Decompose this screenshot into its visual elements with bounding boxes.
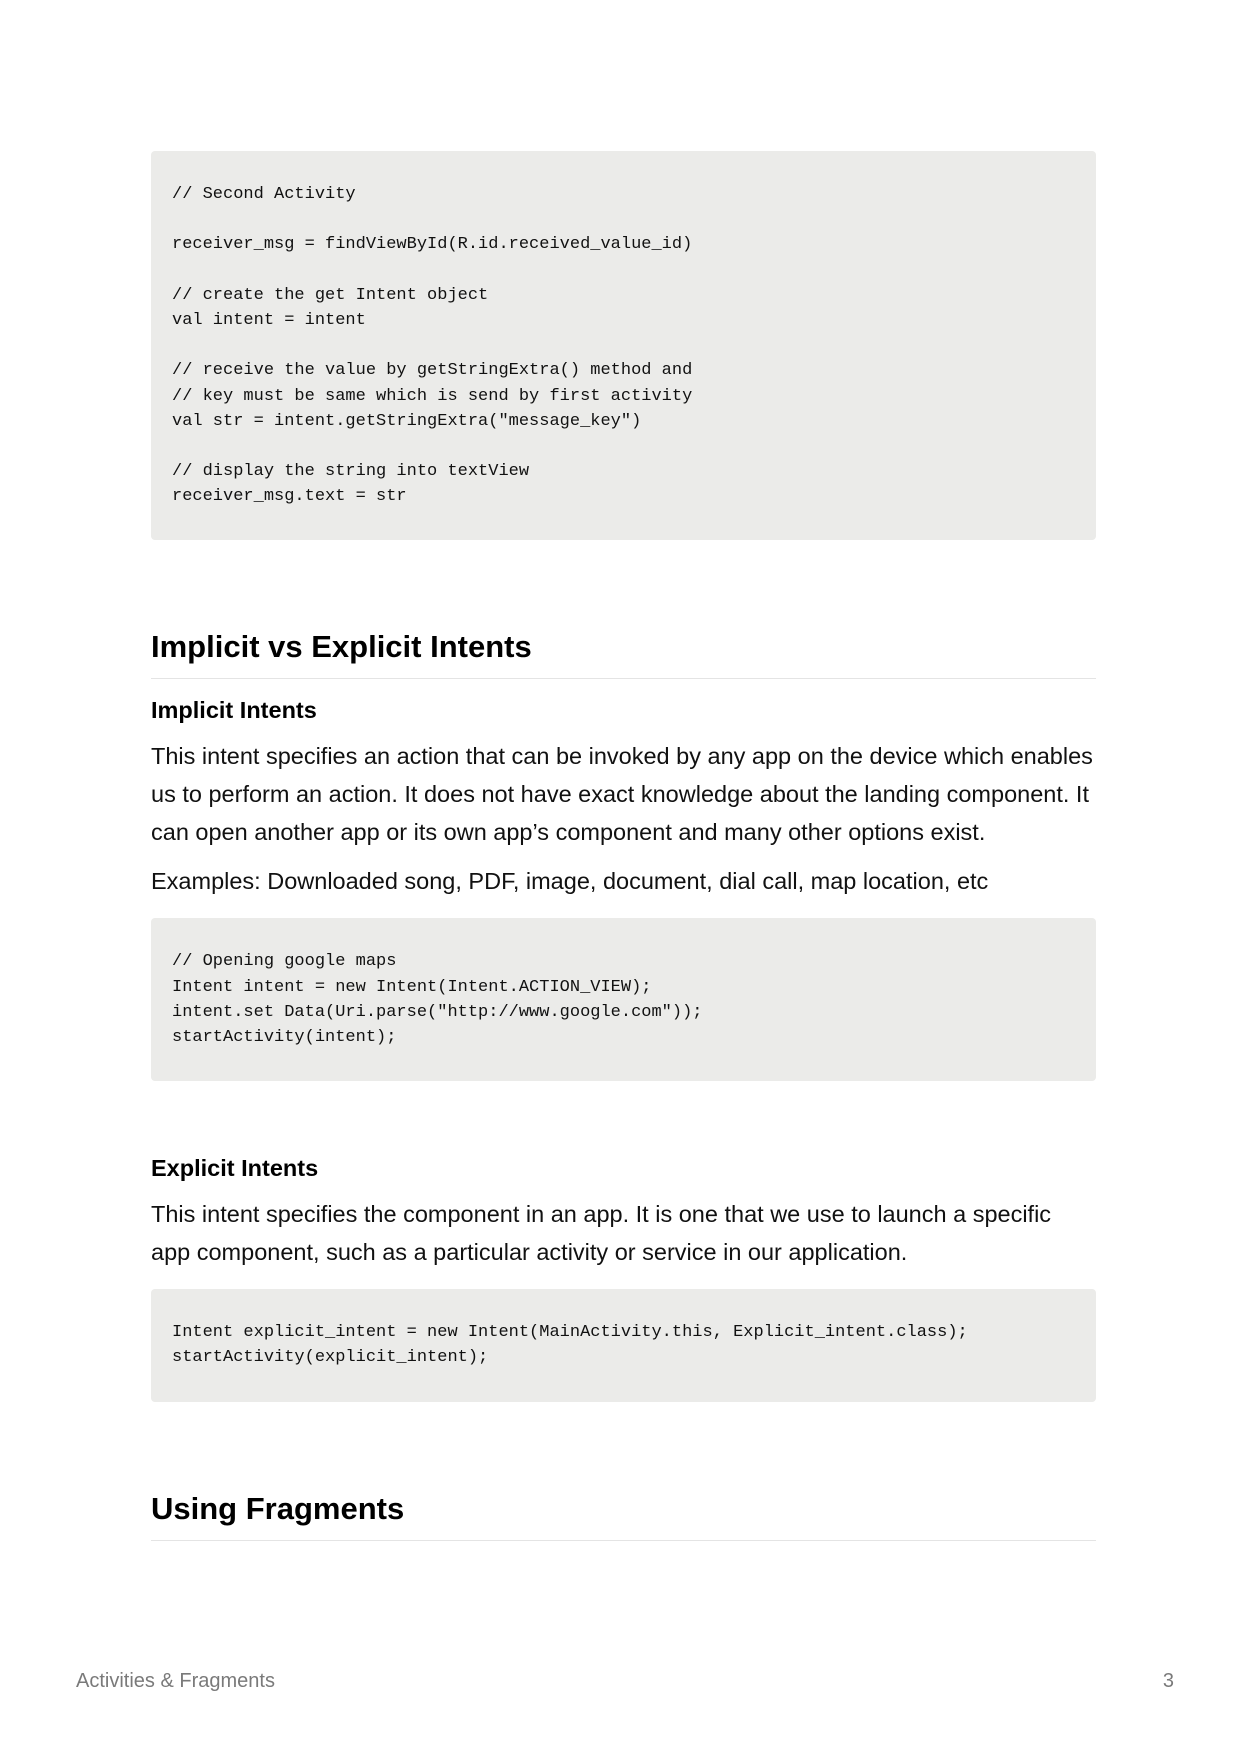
code-line: Intent intent = new Intent(Intent.ACTION_VIEW); — [172, 977, 652, 997]
paragraph-implicit-description: This intent specifies an action that can be invoked by any app on the device which enables us to perform an action. It does not have exact knowledge about the landing component. It can open another app or its own app’s component and many other options exist. — [151, 743, 1093, 846]
subheading-implicit-intents: Implicit Intents — [151, 697, 317, 724]
code-line: val str = intent.getStringExtra("message_key") — [172, 411, 642, 431]
code-line: // create the get Intent object — [172, 285, 489, 305]
footer-page-number: 3 — [1162, 1670, 1174, 1692]
code-line — [172, 434, 1075, 459]
code-line — [172, 207, 1075, 232]
code-line: startActivity(intent); — [172, 1028, 397, 1047]
code-line — [172, 333, 1075, 358]
code-line — [172, 258, 1075, 283]
code-line: // key must be same which is send by first activity — [172, 386, 693, 406]
code-block-second-activity — [151, 151, 1096, 540]
code-block-implicit-intent — [151, 918, 1096, 1081]
code-line: // receive the value by getStringExtra() method and — [172, 361, 693, 381]
code-line: val intent = intent — [172, 310, 366, 330]
footer-document-title: Activities & Fragments — [76, 1670, 275, 1692]
paragraph-implicit-examples: Examples: Downloaded song, PDF, image, document, dial call, map location, etc — [151, 868, 989, 895]
code-line: // Second Activity — [172, 185, 356, 204]
subheading-explicit-intents: Explicit Intents — [151, 1155, 319, 1182]
code-line: receiver_msg.text = str — [172, 487, 407, 507]
code-line: intent.set Data(Uri.parse("http://www.google.com")); — [172, 1002, 703, 1022]
code-block-explicit-intent — [151, 1289, 1096, 1401]
section-heading-fragments: Using Fragments — [151, 1490, 1096, 1541]
code-line: // display the string into textView — [172, 462, 530, 482]
document-content — [151, 151, 1096, 1541]
code-line: startActivity(explicit_intent); — [172, 1348, 489, 1368]
code-line: Intent explicit_intent = new Intent(MainActivity.this, Explicit_intent.class); — [172, 1323, 968, 1343]
paragraph-explicit-description: This intent specifies the component in an app. It is one that we use to launch a specific app component, such as a particular activity or service in our application. — [151, 1201, 1052, 1266]
code-line: receiver_msg = findViewById(R.id.received_value_id) — [172, 235, 693, 255]
code-line: // Opening google maps — [172, 952, 397, 972]
section-heading-intents: Implicit vs Explicit Intents — [151, 628, 1096, 679]
